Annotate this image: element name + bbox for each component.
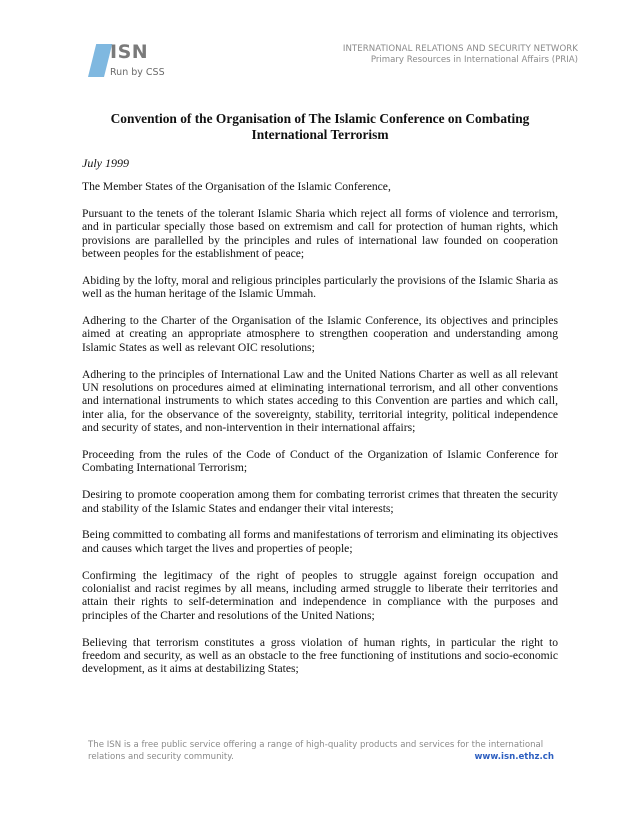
footer-text: The ISN is a free public service offering a range of high-quality products and services for the international relations and security community.	[88, 740, 544, 762]
logo-slash-icon	[88, 44, 112, 77]
isn-logo	[82, 41, 172, 84]
paragraph: Confirming the legitimacy of the right of peoples to struggle against foreign occupation and colonialist and racist regimes by all means, including armed struggle to liberate their territories and attain their rights to self-determination and independence in compliance with the purposes and principles of the Charter and resolutions of the United Nations;	[82, 568, 558, 622]
network-header	[343, 44, 578, 66]
paragraph: Adhering to the Charter of the Organisation of the Islamic Conference, its objectives and principles aimed at creating an appropriate atmosphere to strengthen cooperation and understanding among Islamic States as well as relevant OIC resolutions;	[82, 314, 558, 354]
page-footer	[88, 740, 554, 763]
footer-link[interactable]: www.isn.ethz.ch	[474, 751, 554, 762]
document-body	[82, 180, 558, 689]
logo-subtitle: Run by CSS	[110, 67, 165, 78]
document-title: Convention of the Organisation of The Islamic Conference on Combating International Terrorism	[110, 111, 530, 142]
network-subtitle: Primary Resources in International Affairs (PRIA)	[370, 55, 578, 65]
paragraph: Proceeding from the rules of the Code of Conduct of the Organization of Islamic Conference for Combating International Terrorism;	[82, 448, 558, 475]
network-title: INTERNATIONAL RELATIONS AND SECURITY NETWORK	[342, 44, 578, 54]
paragraph: Abiding by the lofty, moral and religious principles particularly the provisions of the Islamic Sharia as well as the human heritage of the Islamic Ummah.	[82, 273, 558, 301]
logo-text: ISN	[110, 41, 149, 63]
paragraph: Pursuant to the tenets of the tolerant Islamic Sharia which reject all forms of violence and terrorism, and in particular specially those based on extremism and call for protection of human rights, which provisions are parallelled by the principles and rules of international law founded on cooperation between peoples for the establishment of peace;	[82, 206, 558, 261]
document-date: July 1999	[82, 156, 129, 170]
paragraph: Being committed to combating all forms and manifestations of terrorism and eliminating its objectives and causes which target the lives and properties of people;	[82, 528, 558, 555]
paragraph: The Member States of the Organisation of the Islamic Conference,	[82, 180, 391, 193]
paragraph: Desiring to promote cooperation among them for combating terrorist crimes that threaten the security and stability of the Islamic States and endanger their vital interests;	[82, 488, 558, 515]
paragraph: Adhering to the principles of International Law and the United Nations Charter as well as all relevant UN resolutions on procedures aimed at eliminating international terrorism, and all other conventions and international instruments to which states acceding to this Convention are parties and which call, inter alia, for the observance of the sovereignty, stability, territorial integrity, political independence and security of states, and non-intervention in their international affairs;	[82, 367, 558, 435]
paragraph: Believing that terrorism constitutes a gross violation of human rights, in particular the right to freedom and security, as well as an obstacle to the free functioning of institutions and socio-economic development, as it aims at destabilizing States;	[82, 635, 558, 676]
